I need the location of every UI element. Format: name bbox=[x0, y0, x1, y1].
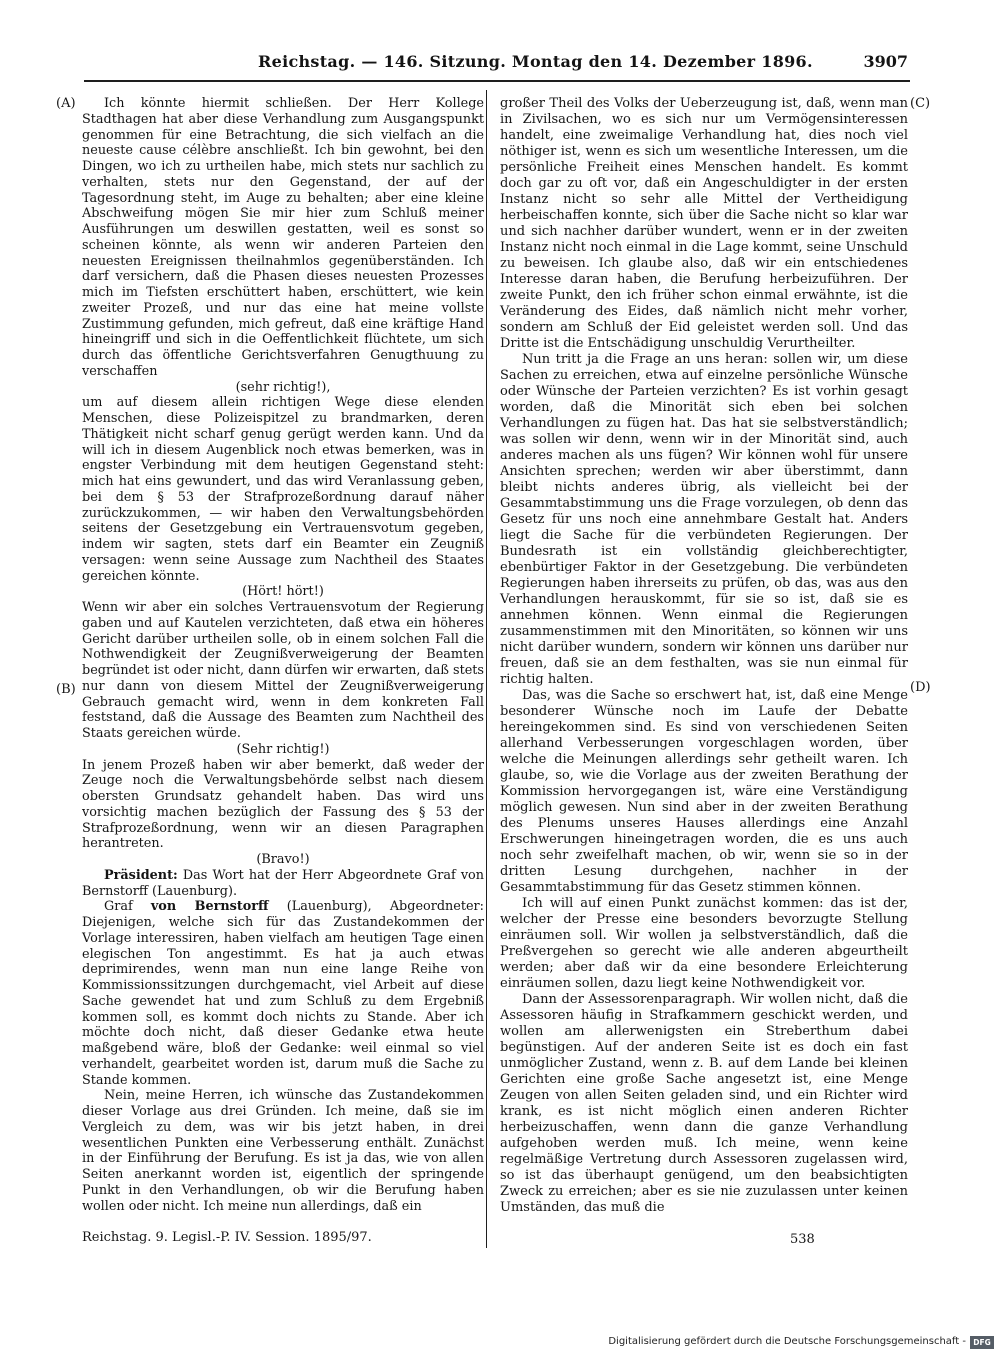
interjection: (Bravo!) bbox=[256, 852, 310, 867]
paragraph: Dann der Assessorenparagraph. Wir wollen nicht, daß die Assessoren häufig in Strafkammern geschickt werden, und wollen am allerwenigsten ein Streberthum dabei begünstigen. Auf der anderen Seite ist es doch ein fast unmöglicher Zustand, wenn z. B. auf dem Lande bei kleinen Gerichten eine große Sache angesetzt ist, eine Menge Zeugen von allen Seiten geladen sind, und ein Richter wird krank, es ist nicht möglich einen anderen Richter herbeizuschaffen, wenn dann die ganze Verhandlung aufgehoben werden muß. Ich meine, wenn keine regelmäßige Vertretung durch Assessoren zugelassen wird, so ist das überhaupt genügend, um den beabsichtigten Zweck zu erreichen; aber es sie nie zuzulassen unter keinen Umständen, das muß die bbox=[500, 992, 908, 1215]
footer-signature: Reichstag. 9. Legisl.-P. IV. Session. 1895/97. bbox=[82, 1230, 372, 1245]
sheet-number: 538 bbox=[790, 1232, 815, 1247]
speech-text: (Lauenburg), Abgeordneter: Diejenigen, welche sich für das Zustandekommen der Vorlage interessiren, haben vielfach am heutigen Tage einen elegischen Ton angestimmt. Es hat ja auch etwas deprimirendes, wenn man nun eine lange Reihe von Kommissionssitzungen durchgemacht, viel Arbeit auf diese Sache gewendet hat und zum Schluß zu dem Ergebniß kommen soll, es kommt doch nichts zu Stande. Aber ich möchte doch nicht, daß dieser Gedanke etwa heute maßgebend wäre, bloß der Gedanke: weil einmal so viel verhandelt, gearbeitet worden ist, darum muß die Sache zu Stande kommen. bbox=[82, 899, 484, 1088]
margin-mark-a: (A) bbox=[56, 96, 76, 111]
interjection: (sehr richtig!), bbox=[235, 379, 331, 395]
speech-text: Das Wort hat der Herr Abgeordnete Graf von Bernstorff (Lauenburg). bbox=[82, 867, 484, 899]
column-divider bbox=[486, 90, 487, 1248]
paragraph: Das, was die Sache so erschwert hat, ist, daß eine Menge besonderer Wünsche noch im Laufe der Debatte hereingekommen sind. Es sind von verschiedenen Seiten allerhand Verbesserungen vorgeschlagen worden, über welche die Meinungen allerdings sehr getheilt waren. Ich glaube, so, wie die Vorlage aus der zweiten Berathung der Kommission hervorgegangen ist, wäre eine Verständigung möglich gewesen. Nun sind aber in der zweiten Berathung des Plenums unseres Hauses allerdings eine Anzahl Erschwerungen hineingetragen worden, die es uns auch noch sehr zweifelhaft machen, ob wir, wenn sie so in der dritten Lesung durchgehen, nachher in der Gesammtabstimmung für das Gesetz stimmen können. bbox=[500, 688, 908, 895]
interjection: (Hört! hört!) bbox=[242, 584, 324, 600]
paragraph: Ich könnte hiermit schließen. Der Herr Kollege Stadthagen hat aber diese Verhandlung zum Ausgangspunkt genommen für eine Betrachtung, die sich vielfach an die neueste cause célèbre anschließt. Ich bin gewohnt, bei den Dingen, wo ich zu urtheilen habe, mich stets nur sachlich zu verhalten, stets nur den Gegenstand, der auf der Tagesordnung steht, im Auge zu behalten; aber eine kleine Abschweifung mögen Sie mir hier zum Schluß meiner Ausführungen um deswillen gestatten, weil es sonst so scheinen könnte, als wenn wir anderen Parteien den neuesten Ereignissen theilnahmlos gegenüberständen. Ich darf versichern, daß die Phasen dieses neuesten Prozesses mich im Tiefsten erschüttert haben, erschüttert, wie kein zweiter Prozeß, und nur das eine hat meine vollste Zustimmung gefunden, mich gefreut, daß eine kräftige Hand hineingriff und sich in die Oeffentlichkeit flüchtete, um sich durch das öffentliche Gerichtsverfahren Genugthuung zu verschaffen bbox=[82, 96, 484, 379]
speaker-prefix: Graf bbox=[104, 899, 133, 915]
margin-mark-d: (D) bbox=[910, 680, 931, 695]
left-column bbox=[82, 96, 484, 1214]
dfg-logo-icon: DFG bbox=[970, 1336, 994, 1349]
paragraph: Ich will auf einen Punkt zunächst kommen: das ist der, welcher der Presse eine besonders bevorzugte Stellung einräumen soll. Wir wollen ja selbstverständlich, daß die Preßvergehen so gerecht wie alle anderen abgeurtheilt werden; aber daß wir da eine besondere Erleichterung einräumen sollen, dazu liegt keine Nothwendigkeit vor. bbox=[500, 896, 908, 991]
speaker-name: Präsident: bbox=[104, 867, 178, 883]
right-column bbox=[500, 96, 908, 1216]
credit-text: Digitalisierung gefördert durch die Deutsche Forschungsgemeinschaft - bbox=[608, 1336, 966, 1347]
digitization-credit bbox=[560, 1336, 996, 1350]
paragraph-president bbox=[82, 868, 484, 900]
interjection: (Sehr richtig!) bbox=[236, 741, 330, 757]
margin-mark-b: (B) bbox=[56, 682, 76, 697]
margin-mark-c: (C) bbox=[910, 96, 931, 111]
header-rule bbox=[84, 80, 910, 82]
paragraph: um auf diesem allein richtigen Wege diese elenden Menschen, diese Polizeispitzel zu brandmarken, deren Thätigkeit nicht scharf genug gerügt werden kann. Und da will ich in diesem Augenblick noch etwas bemerken, was in engster Verbindung mit dem heutigen Gegenstand steht: mich hat eins gewundert, und das wird Veranlassung geben, bei dem § 53 der Strafprozeßordnung darauf näher zurückzukommen, — wir haben den Verwaltungsbehörden seitens der Gesetzgebung ein Vertrauensvotum gegeben, indem wir sagten, stets darf ein Beamter ein Zeugniß versagen: wenn seine Aussage zum Nachtheil des Staates gereichen könnte. bbox=[82, 395, 484, 584]
paragraph: großer Theil des Volks der Ueberzeugung ist, daß, wenn man in Zivilsachen, wo es sich nur um Vermögensinteressen handelt, eine zweimalige Verhandlung hat, dies noch viel nöthiger ist, wenn es sich um wesentliche Interessen, um die persönliche Freiheit eines Menschen handelt. Es kommt doch gar zu oft vor, daß ein Angeschuldigter in der ersten Instanz nicht so sehr alle Mittel der Vertheidigung herbeischaffen konnte, sich über die Sache nicht so klar war und sich nachher darüber wundert, wenn er in der zweiten Instanz nicht noch einmal in die Lage kommt, seine Unschuld zu beweisen. Ich glaube also, daß wir ein entschiedenes Interesse daran haben, die Berufung herbeizuführen. Der zweite Punkt, den ich früher schon einmal erwähnte, ist die Veränderung des Eides, daß nämlich nicht mehr vorher, sondern am Schluß der Eid geleistet werden soll. Und das Dritte ist die Entschädigung unschuldig Verurtheilter. bbox=[500, 96, 908, 351]
paragraph-speaker bbox=[82, 899, 484, 1088]
page-header bbox=[258, 52, 908, 76]
paragraph: Nun tritt ja die Frage an uns heran: sollen wir, um diese Sachen zu erreichen, etwa auf einzelne persönliche Wünsche oder Wünsche der Parteien verzichten? Es ist vorhin gesagt worden, daß die Minorität sich eben bei solchen Verhandlungen zu fügen hat. Das hat sie selbstverständlich; was sollen wir denn, wenn wir in der Minorität sind, auch anderes machen als uns fügen? Wir können wohl für unsere Ansichten sprechen; werden wir aber überstimmt, dann bleibt nichts anderes übrig, als vielleicht bei der Gesammtabstimmung uns die Frage vorzulegen, ob denn das Gesetz für uns noch eine annehmbare Gestalt hat. Anders liegt die Sache für die verbündeten Regierungen. Der Bundesrath ist ein vollständig gleichberechtigter, ebenbürtiger Faktor in der Gesetzgebung. Die verbündeten Regierungen haben ihrerseits zu prüfen, ob das, was aus den Verhandlungen herauskommt, für sie so ist, daß sie es annehmen können. Wenn einmal die Regierungen zusammenstimmen mit den Minoritäten, so können wir uns nicht darüber wundern, sondern wir können uns darüber nur freuen, daß sie an dem festhalten, was sie nun einmal für richtig halten. bbox=[500, 352, 908, 687]
paragraph: In jenem Prozeß haben wir aber bemerkt, daß weder der Zeuge noch die Verwaltungsbehörde selbst nach diesem obersten Grundsatz gehandelt haben. Das wird uns vorsichtig machen bezüglich der Fassung des § 53 der Strafprozeßordnung, wenn wir an diesen Paragraphen herantreten. bbox=[82, 757, 484, 852]
paragraph: Nein, meine Herren, ich wünsche das Zustandekommen dieser Vorlage aus drei Gründen. Ich meine, daß sie im Vergleich zu dem, was wir bis jetzt haben, in drei wesentlichen Punkten eine Verbesserung enthält. Zunächst in der Einführung der Berufung. Es ist ja das, wie von allen Seiten anerkannt worden ist, eigentlich der springende Punkt in den Verhandlungen, ob wir die Berufung haben wollen oder nicht. Ich meine nun allerdings, daß ein bbox=[82, 1088, 484, 1214]
paragraph: Wenn wir aber ein solches Vertrauensvotum der Regierung gaben und auf Kautelen verzichteten, daß etwa ein höheres Gericht darüber urtheilen solle, ob in einem solchen Fall die Nothwendigkeit der Zeugnißverweigerung der Beamten begründet ist oder nicht, dann dürfen wir erwarten, daß stets nur dann von diesem Mittel der Zeugnißverweigerung Gebrauch gemacht wird, wenn in dem konkreten Fall feststand, daß die Aussage des Beamten zum Nachtheil des Staats gereichen würde. bbox=[82, 600, 484, 741]
page-number: 3907 bbox=[863, 52, 908, 71]
running-title: Reichstag. — 146. Sitzung. Montag den 14. Dezember 1896. bbox=[258, 52, 813, 71]
speaker-name: von Bernstorff bbox=[150, 899, 269, 915]
